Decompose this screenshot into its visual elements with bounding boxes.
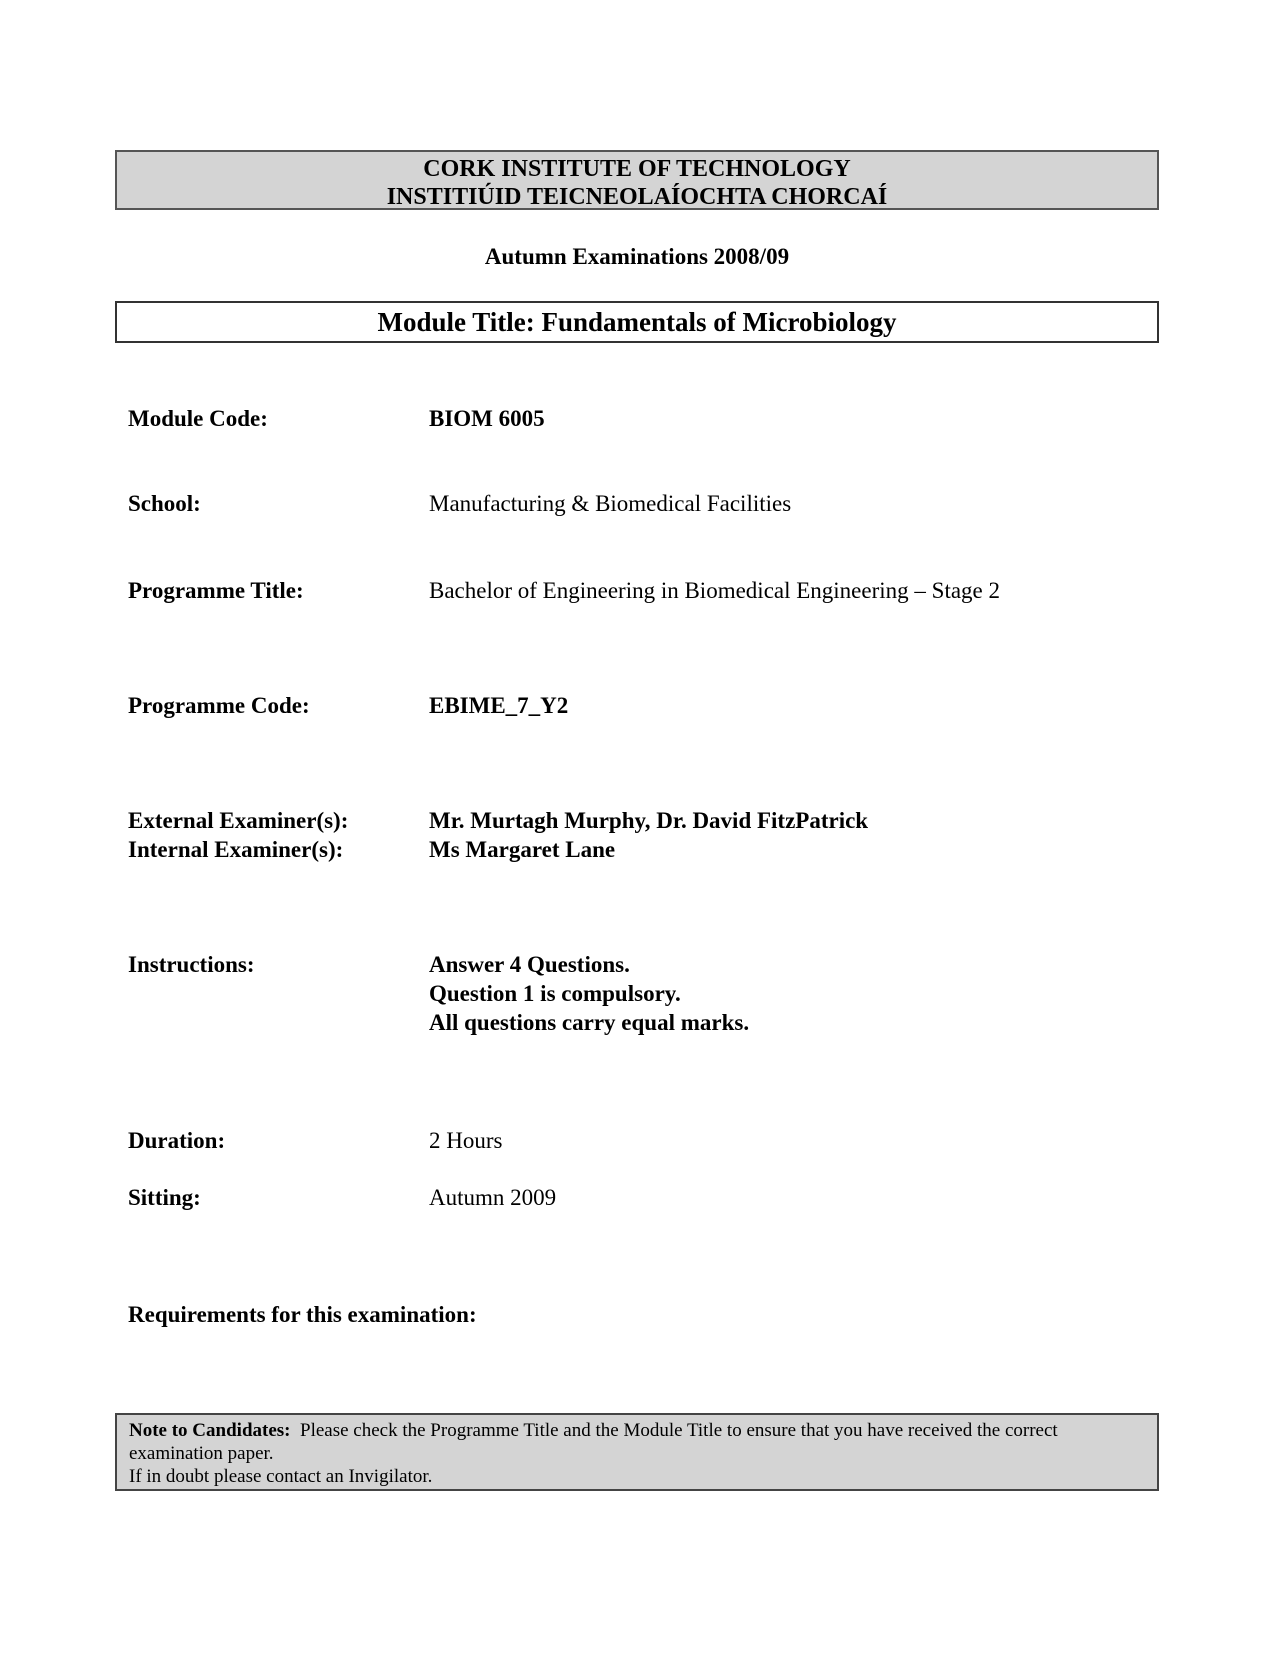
note-text: Please check the Programme Title and the Module Title to ensure that you have received the correct examination paper. xyxy=(129,1420,1058,1464)
programme-code-label: Programme Code: xyxy=(128,693,310,718)
note-paragraph xyxy=(129,1419,1145,1465)
duration-value: 2 Hours xyxy=(429,1128,503,1153)
module-code-label: Module Code: xyxy=(128,406,268,431)
instruction-line: Answer 4 Questions. xyxy=(429,952,630,977)
internal-examiners-value: Ms Margaret Lane xyxy=(429,837,616,862)
external-examiners-label: External Examiner(s): xyxy=(128,808,349,833)
programme-code-value: EBIME_7_Y2 xyxy=(429,693,569,718)
school-value: Manufacturing & Biomedical Facilities xyxy=(429,491,792,516)
programme-title-value: Bachelor of Engineering in Biomedical Engineering – Stage 2 xyxy=(429,578,1001,603)
instructions-lines xyxy=(429,950,749,1037)
internal-examiners-label: Internal Examiner(s): xyxy=(128,837,344,862)
programme-title-label: Programme Title: xyxy=(128,578,304,603)
institute-name-english: CORK INSTITUTE OF TECHNOLOGY xyxy=(423,156,851,182)
module-code-value: BIOM 6005 xyxy=(429,406,545,431)
external-examiners-value: Mr. Murtagh Murphy, Dr. David FitzPatrick xyxy=(429,808,869,833)
instruction-line: All questions carry equal marks. xyxy=(429,1010,750,1035)
institute-name-irish: INSTITIÚID TEICNEOLAÍOCHTA CHORCAÍ xyxy=(386,184,888,210)
sitting-value: Autumn 2009 xyxy=(429,1185,557,1210)
exam-session: Autumn Examinations 2008/09 xyxy=(484,244,790,269)
school-label: School: xyxy=(128,491,201,516)
module-title: Module Title: Fundamentals of Microbiology xyxy=(115,301,1159,343)
requirements-label: Requirements for this examination: xyxy=(128,1302,477,1327)
note-label: Note to Candidates: xyxy=(129,1420,291,1441)
note-invigilator-line: If in doubt please contact an Invigilator. xyxy=(129,1466,433,1487)
note-to-candidates xyxy=(115,1413,1159,1491)
instructions-label: Instructions: xyxy=(128,952,255,977)
institute-header xyxy=(115,150,1159,210)
instruction-line: Question 1 is compulsory. xyxy=(429,981,681,1006)
duration-label: Duration: xyxy=(128,1128,226,1153)
sitting-label: Sitting: xyxy=(128,1185,201,1210)
